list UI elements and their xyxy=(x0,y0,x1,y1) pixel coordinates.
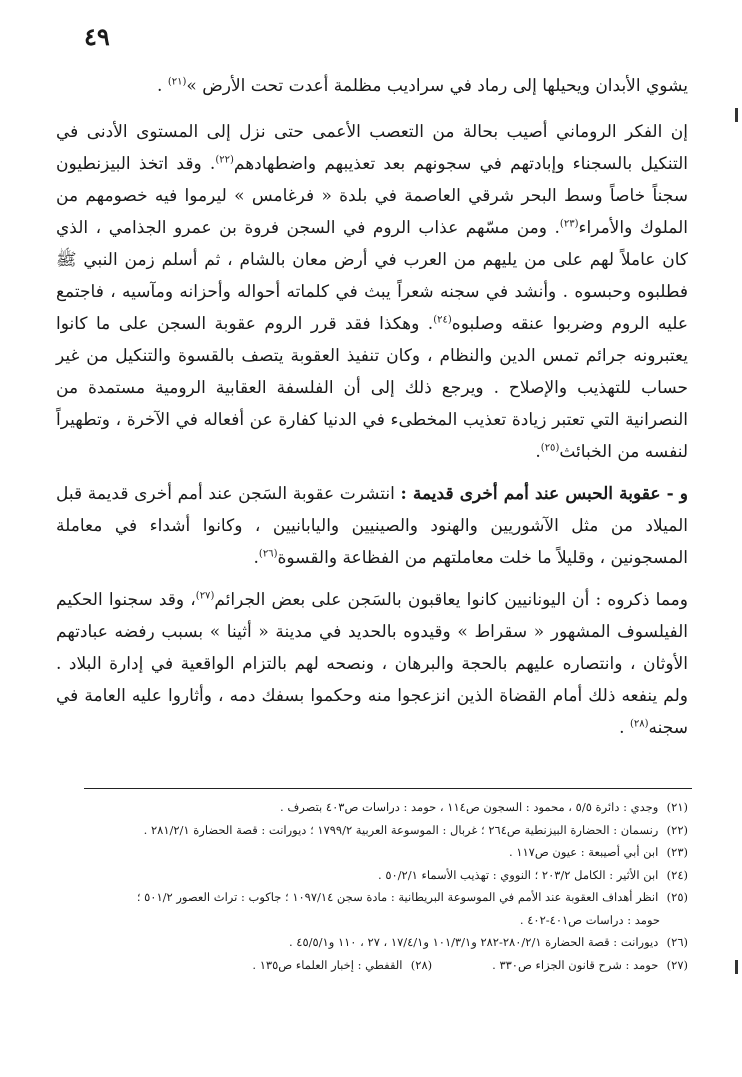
text-run: . xyxy=(157,76,168,96)
footnote-number: (٢٨) xyxy=(410,957,433,972)
footnote xyxy=(252,954,432,977)
text-run: إن الفكر الروماني أصيب بحالة من التعصب الأعمى حتى نزل إلى المستوى الأدنى في التنكيل بالسجناء وإبادتهم في سجونهم بعد تعذيبهم واضطهادهم xyxy=(56,122,689,174)
footnote-number: (٢٢) xyxy=(666,822,688,837)
footnote-number: (٢٤) xyxy=(666,867,688,882)
footnote-text: ديورانت : قصة الحضارة ٢٨٠/٢/١-٢٨٢ و١٠١/٣/١ و١٧/٤/١ ، ٢٧ ، ١١٠ و٤٥/٥/١ . xyxy=(288,935,659,949)
footnote-text: ابن الأثير : الكامل ٢٠٣/٢ ؛ النووي : تهذيب الأسماء ٥٠/٢/١ . xyxy=(378,867,659,882)
footnote-number: (٢١) xyxy=(666,800,688,814)
footnote-ref[interactable]: (٢٥) xyxy=(540,442,560,454)
text-run: . وهكذا فقد قرر الروم عقوبة السجن على ما كانوا يعتبرونه جرائم تمس الدين والنظام ، وكان تنفيذ العقوبة يتصف بالقسوة والتنكيل من غير حساب للتهذيب والإصلاح . ويرجع ذلك إلى أن الفلسفة العقابية الرومية مستمدة من النصرانية التي تعتبر زيادة تعذيب المخطىء في الدنيا كفارة عن أفعاله في الآخرة ، وتطهيراً لنفسه من الخبائث xyxy=(56,314,688,462)
page-number: ٤٩ xyxy=(84,22,110,51)
footnote xyxy=(56,819,688,842)
footnote-text: انظر أهداف العقوبة عند الأمم في الموسوعة البريطانية : مادة سجن ١٠٩٧/١٤ ؛ جاكوب : تراث العصور ٥٠١/٢ ؛ xyxy=(136,890,659,904)
footnote-ref[interactable]: (٢٤) xyxy=(433,314,452,326)
text-run: . xyxy=(619,718,630,738)
footnote-ref[interactable]: (٢٣) xyxy=(559,218,579,230)
footnote-number: (٢٦) xyxy=(666,935,688,949)
footnote xyxy=(56,886,688,909)
footnote-text: حومد : شرح قانون الجزاء ص٣٣٠ . xyxy=(492,957,659,972)
footnote-text: حومد : دراسات ص٤٠١-٤٠٢ . xyxy=(519,912,660,927)
footnote-ref[interactable]: (٢١) xyxy=(167,76,187,88)
footnote xyxy=(56,931,688,954)
footnote-number: (٢٧) xyxy=(666,957,688,972)
paragraph-continuation xyxy=(56,70,688,102)
footnote-ref[interactable]: (٢٢) xyxy=(215,154,234,166)
footnote xyxy=(56,864,688,887)
footnotes xyxy=(56,796,688,976)
footnote-text: القفطي : إخبار العلماء ص١٣٥ . xyxy=(252,957,403,972)
footnote xyxy=(56,841,688,864)
main-text xyxy=(56,70,688,754)
section-heading: و - عقوبة الحبس عند أمم أخرى قديمة : xyxy=(400,484,688,504)
footnote-text: رنسمان : الحضارة البيزنطية ص٢٦٤ ؛ غربال : الموسوعة العربية ١٧٩٩/٢ ؛ ديورانت : قصة الحضارة ٢٨١/٢/١ . xyxy=(143,822,659,837)
footnote-ref[interactable]: (٢٦) xyxy=(258,548,278,560)
paragraph-other-nations xyxy=(56,478,688,574)
footnote xyxy=(492,954,688,977)
text-run: ، وقد سجنوا الحكيم الفيلسوف المشهور « سقراط » وقيدوه بالحديد في مدينة « أثينا » بسبب رفضه عبادتهم الأوثان ، وانتصاره عليهم بالحجة والبرهان ، ونصحه لهم بالتزام الواقعية في إدارة البلاد . ولم ينفعه ذلك أمام القضاة الذين انزعجوا منه وحكموا بسفك دمه ، وأثاروا عليه العامة في سجنه xyxy=(56,590,688,738)
paragraph-roman-prisons xyxy=(56,116,688,468)
text-run: . ومن مسّهم عذاب الروم في السجن فروة بن عمرو الجذامي ، الذي كان عاملاً لهم على من يليهم من العرب في أرض معان بالشام ، ثم أسلم زمن النبي ﷺ فطلبوه وحبسوه . وأنشد في سجنه شعراً يبث في كلماته أحواله وأحزانه ومآسيه ، فاجتمع عليه الروم وضربوا عنقه وصلبوه xyxy=(56,218,688,334)
text-run: انتشرت عقوبة السَجن عند أمم أخرى قديمة قبل الميلاد من مثل الآشوريين والهنود والصينيين واليابانيين ، وكانوا أشداء في معاملة المسجونين ، وقليلاً ما خلت معاملتهم من الفظاعة والقسوة xyxy=(56,484,688,568)
footnote-separator xyxy=(84,788,692,789)
text-run: . xyxy=(535,442,541,462)
footnote xyxy=(56,796,688,819)
footnote-text: وجدي : دائرة ٥/٥ ، محمود : السجون ص١١٤ ، حومد : دراسات ص٤٠٣ بتصرف . xyxy=(280,800,659,814)
footnote-ref[interactable]: (٢٨) xyxy=(629,718,649,730)
text-run: يشوي الأبدان ويحيلها إلى رماد في سراديب مظلمة أعدت تحت الأرض » xyxy=(186,76,688,96)
footnote-pair xyxy=(56,954,688,977)
text-run: . xyxy=(253,548,259,568)
scan-edge-mark xyxy=(735,108,738,122)
footnote-number: (٢٣) xyxy=(666,845,688,859)
footnote-ref[interactable]: (٢٧) xyxy=(195,590,215,602)
footnote-number: (٢٥) xyxy=(666,890,688,904)
paragraph-greeks xyxy=(56,584,688,744)
text-run: . وقد اتخذ البيزنطيون سجناً خاصاً وسط البحر شرقي العاصمة في بلدة « فرغامس » ليرموا فيه خصومهم من الملوك والأمراء xyxy=(56,154,689,238)
footnote-text: ابن أبي أصيبعة : عيون ص١١٧ . xyxy=(508,845,659,859)
scan-edge-mark xyxy=(735,960,738,974)
text-run: ومما ذكروه : أن اليونانيين كانوا يعاقبون بالسَجن على بعض الجرائم xyxy=(214,590,688,610)
footnote-continuation xyxy=(56,909,688,932)
